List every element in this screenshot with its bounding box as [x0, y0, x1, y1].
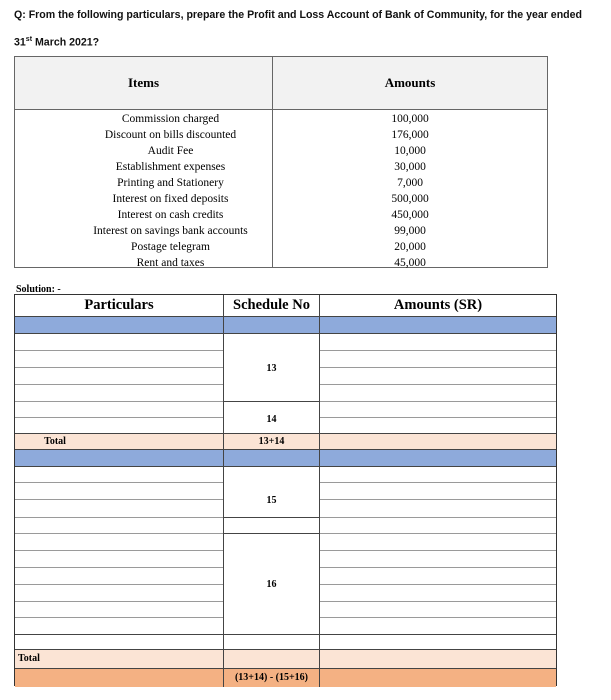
row-line [15, 601, 223, 602]
total-row-band-2 [15, 649, 556, 668]
row-line [15, 499, 223, 500]
item-name: Printing and Stationery [117, 177, 224, 189]
row-line [15, 333, 556, 334]
items-table [14, 56, 548, 268]
row-line [320, 499, 556, 500]
header-blue-band [15, 316, 556, 333]
row-line [320, 401, 556, 402]
row-line [15, 550, 223, 551]
schedule-divider [223, 401, 320, 402]
column-line [223, 295, 224, 687]
row-line [15, 567, 223, 568]
row-line [320, 482, 556, 483]
items-header: Items [127, 75, 160, 90]
schedule-divider [223, 533, 320, 534]
item-name: Interest on cash credits [117, 209, 224, 221]
section-blue-band [15, 449, 556, 466]
row-line [320, 567, 556, 568]
column-line [319, 295, 320, 687]
row-line [320, 517, 556, 518]
total-label-2: Total [18, 653, 40, 664]
item-name: Commission charged [121, 113, 220, 125]
row-line [15, 668, 556, 669]
row-line [15, 649, 556, 650]
solution-table [14, 294, 557, 686]
row-line [15, 634, 556, 635]
item-name: Postage telegram [131, 241, 210, 253]
schedule-15: 15 [266, 495, 277, 506]
row-line [320, 417, 556, 418]
row-line [320, 617, 556, 618]
row-line [15, 384, 223, 385]
total-schedule: 13+14 [258, 436, 285, 447]
amounts-column [273, 111, 547, 271]
item-name: Interest on fixed deposits [112, 193, 229, 205]
row-line [320, 550, 556, 551]
row-line [320, 384, 556, 385]
item-amount: 99,000 [394, 225, 426, 237]
item-name: Audit Fee [147, 145, 194, 157]
item-amount: 45,000 [394, 257, 426, 269]
solution-label: Solution: - [16, 284, 61, 295]
question-line-2 [14, 36, 99, 49]
row-line [15, 417, 223, 418]
item-name: Discount on bills discounted [104, 129, 237, 141]
item-amount: 30,000 [394, 161, 426, 173]
row-line [320, 601, 556, 602]
row-line [320, 584, 556, 585]
item-amount: 10,000 [394, 145, 426, 157]
question-line-1: Q: From the following particulars, prepare the Profit and Loss Account of Bank of Community, for the year ended [14, 9, 583, 21]
question-day: 31 [14, 36, 26, 49]
item-amount: 176,000 [391, 129, 429, 141]
item-amount: 100,000 [391, 113, 429, 125]
schedule-13: 13 [266, 363, 277, 374]
final-formula: (13+14) - (15+16) [234, 672, 309, 683]
item-amount: 20,000 [394, 241, 426, 253]
row-line [320, 350, 556, 351]
row-line [15, 316, 556, 317]
total-label: Total [44, 436, 66, 447]
item-amount: 500,000 [391, 193, 429, 205]
question-date-rest: March 2021? [32, 36, 100, 49]
amounts-header: Amounts [384, 75, 436, 90]
amounts-sr-header: Amounts (SR) [393, 297, 483, 313]
item-amount: 450,000 [391, 209, 429, 221]
row-line [15, 482, 223, 483]
schedule-header: Schedule No [233, 297, 310, 313]
item-name: Rent and taxes [136, 257, 205, 269]
row-line [15, 367, 223, 368]
item-amount: 7,000 [397, 177, 423, 189]
row-line [15, 433, 556, 434]
row-line [15, 350, 223, 351]
row-line [320, 533, 556, 534]
schedule-16: 16 [266, 579, 277, 590]
particulars-header: Particulars [84, 297, 154, 313]
item-name: Establishment expenses [115, 161, 226, 173]
item-name: Interest on savings bank accounts [93, 225, 248, 237]
schedule-14: 14 [266, 414, 277, 425]
row-line [15, 401, 223, 402]
row-line [15, 617, 223, 618]
question-day-suffix: st [25, 36, 33, 43]
row-line [15, 466, 556, 467]
row-line [15, 517, 223, 518]
schedule-divider [223, 517, 320, 518]
row-line [15, 584, 223, 585]
row-line [15, 533, 223, 534]
row-line [320, 367, 556, 368]
row-line [15, 449, 556, 450]
